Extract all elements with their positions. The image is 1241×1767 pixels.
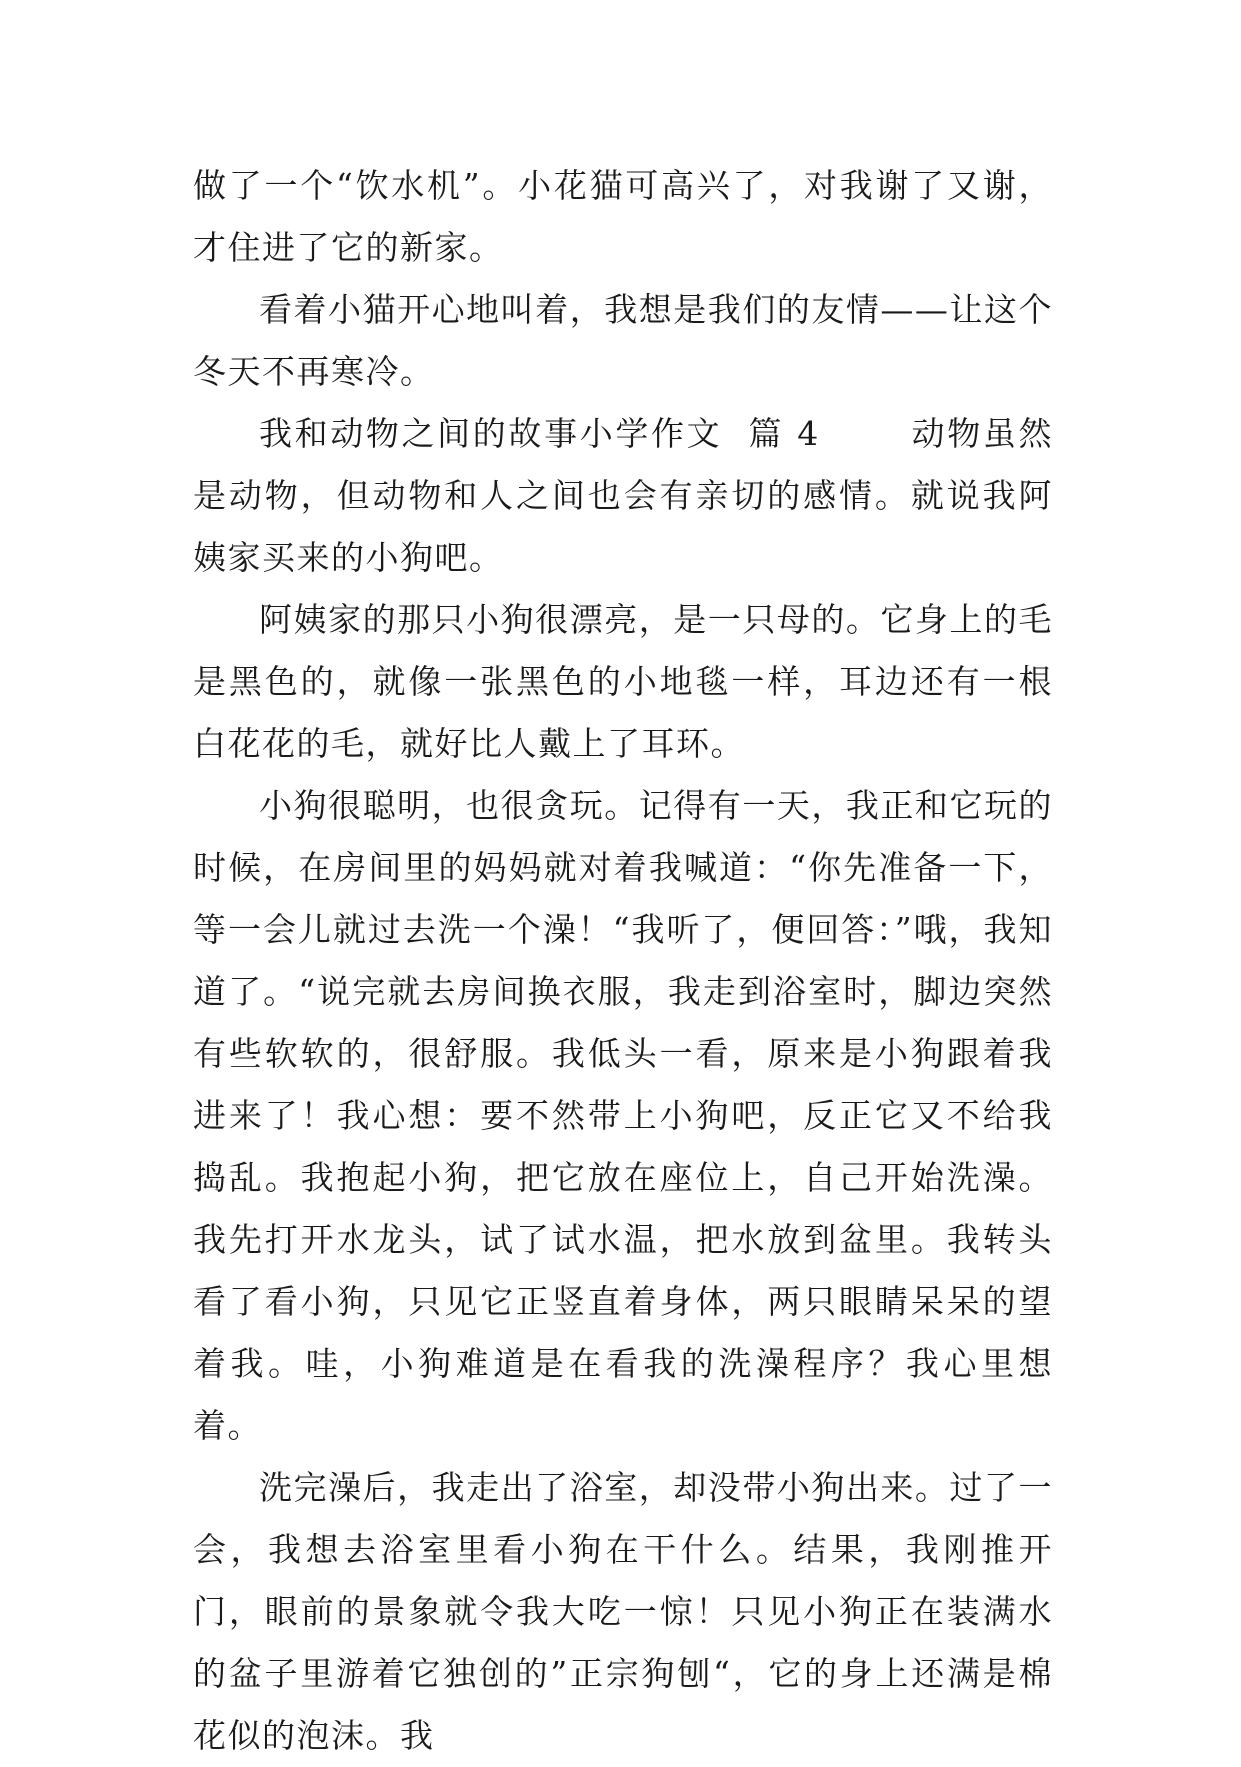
paragraph-3-heading: 我和动物之间的故事小学作文 篇 4 动物虽然是动物，但动物和人之间也会有亲切的感情。就说我阿姨家买来的小狗吧。 bbox=[193, 414, 1053, 577]
paragraph-5: 小狗很聪明，也很贪玩。记得有一天，我正和它玩的时候，在房间里的妈妈就对着我喊道：“你先准备一下，等一会儿就过去洗一个澡！“我听了，便回答：”哦，我知道了。“说完就去房间换衣服，我走到浴室时，脚边突然有些软软的，很舒服。我低头一看，原来是小狗跟着我进来了！我心想：要不然带上小狗吧，反正它又不给我捣乱。我抱起小狗，把它放在座位上，自己开始洗澡。我先打开水龙头，试了试水温，把水放到盆里。我转头看了看小狗，只见它正竖直着身体，两只眼睛呆呆的望着我。哇，小狗难道是在看我的洗澡程序？我心里想着。 bbox=[193, 786, 1053, 1445]
paragraph-2: 看着小猫开心地叫着，我想是我们的友情——让这个冬天不再寒冷。 bbox=[193, 290, 1053, 391]
paragraph-1: 做了一个“饮水机”。小花猫可高兴了，对我谢了又谢，才住进了它的新家。 bbox=[193, 166, 1053, 267]
paragraph-4: 阿姨家的那只小狗很漂亮，是一只母的。它身上的毛是黑色的，就像一张黑色的小地毯一样，耳边还有一根白花花的毛，就好比人戴上了耳环。 bbox=[193, 600, 1053, 763]
paragraph-6: 洗完澡后，我走出了浴室，却没带小狗出来。过了一会，我想去浴室里看小狗在干什么。结果，我刚推开门，眼前的景象就令我大吃一惊！只见小狗正在装满水的盆子里游着它独创的”正宗狗刨“，它的身上还满是棉花似的泡沫。我 bbox=[193, 1468, 1053, 1755]
document-body bbox=[193, 155, 1053, 1767]
